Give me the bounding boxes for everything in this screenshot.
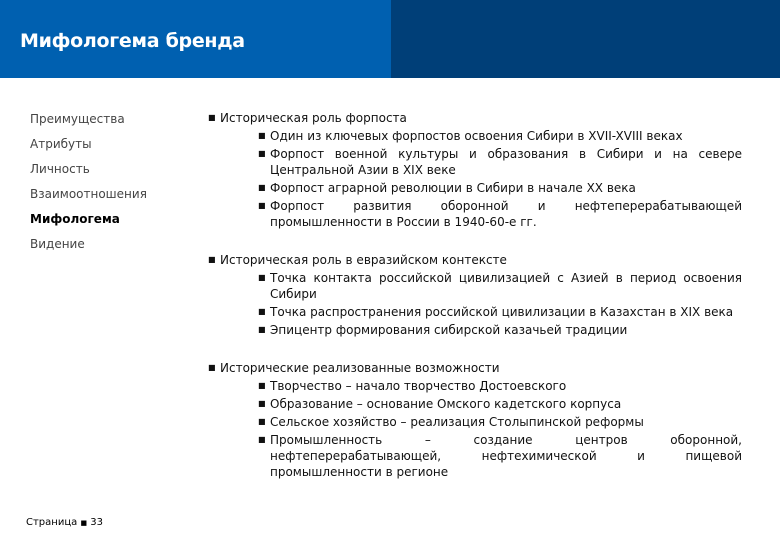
- list-item: [208, 304, 742, 320]
- bullet-icon: ■: [258, 417, 266, 426]
- list-item: [208, 128, 742, 144]
- item-text: Форпост развития оборонной и нефтеперерабатывающей промышленности в России в 1940-60-е гг.: [270, 199, 742, 229]
- bullet-icon: ■: [258, 399, 266, 408]
- bullet-icon: ■: [258, 183, 266, 192]
- list-item: [208, 198, 742, 230]
- nav-item-relationships[interactable]: Взаимоотношения: [30, 187, 147, 201]
- item-text: Форпост аграрной революции в Сибири в начале XX века: [270, 181, 636, 195]
- item-text: Один из ключевых форпостов освоения Сибири в XVII-XVIII веках: [270, 129, 683, 143]
- nav-item-attributes[interactable]: Атрибуты: [30, 137, 92, 151]
- item-text: Эпицентр формирования сибирской казачьей традиции: [270, 323, 628, 337]
- nav-item-personality[interactable]: Личность: [30, 162, 90, 176]
- list-item: [208, 270, 742, 302]
- bullet-icon: ■: [258, 325, 266, 334]
- list-item: [208, 180, 742, 196]
- list-item: [208, 396, 742, 412]
- item-text: Промышленность – создание центров оборонной, нефтеперерабатывающей, нефтехимической и пищевой промышленности в регионе: [270, 433, 742, 479]
- bullet-icon: ■: [258, 201, 266, 210]
- list-item: [208, 414, 742, 430]
- page-footer: [26, 517, 103, 528]
- item-text: Творчество – начало творчество Достоевского: [270, 379, 567, 393]
- nav-item-vision[interactable]: Видение: [30, 237, 85, 251]
- bullet-heading: [208, 110, 742, 126]
- bullet-icon: ■: [258, 149, 266, 158]
- list-item: [208, 378, 742, 394]
- heading-text: Историческая роль форпоста: [220, 111, 407, 125]
- bullet-icon: ■: [258, 131, 266, 140]
- nav-item-advantages[interactable]: Преимущества: [30, 112, 125, 126]
- bullet-icon: ■: [258, 307, 266, 316]
- item-text: Сельское хозяйство – реализация Столыпинской реформы: [270, 415, 644, 429]
- nav-item-mythologem[interactable]: Мифологема: [30, 212, 120, 226]
- item-text: Точка распространения российской цивилизации в Казахстан в XIX века: [270, 305, 734, 319]
- bullet-icon: ■: [258, 435, 266, 444]
- heading-text: Исторические реализованные возможности: [220, 361, 500, 375]
- section-opportunities: [208, 360, 742, 480]
- page-label: Страница: [26, 517, 78, 528]
- item-text: Форпост военной культуры и образования в Сибири и на севере Центральной Азии в XIX веке: [270, 147, 742, 177]
- item-text: Точка контакта российской цивилизацией с Азией в период освоения Сибири: [270, 271, 742, 301]
- section-forpost: [208, 110, 742, 230]
- content-area: [208, 110, 742, 494]
- bullet-heading: [208, 360, 742, 376]
- list-item: [208, 322, 742, 338]
- section-nav: [30, 112, 147, 262]
- heading-text: Историческая роль в евразийском контексте: [220, 253, 507, 267]
- item-text: Образование – основание Омского кадетского корпуса: [270, 397, 622, 411]
- bullet-icon: ■: [258, 381, 266, 390]
- bullet-heading: [208, 252, 742, 268]
- bullet-icon: ■: [258, 273, 266, 282]
- section-eurasian: [208, 252, 742, 338]
- list-item: [208, 146, 742, 178]
- list-item: [208, 432, 742, 480]
- slide-title: Мифологема бренда: [20, 30, 245, 52]
- bullet-icon: ■: [208, 363, 216, 372]
- bullet-icon: ■: [208, 113, 216, 122]
- separator-icon: ■: [80, 519, 88, 527]
- header-accent-block: [391, 0, 780, 78]
- bullet-icon: ■: [208, 255, 216, 264]
- page-number: 33: [90, 517, 103, 528]
